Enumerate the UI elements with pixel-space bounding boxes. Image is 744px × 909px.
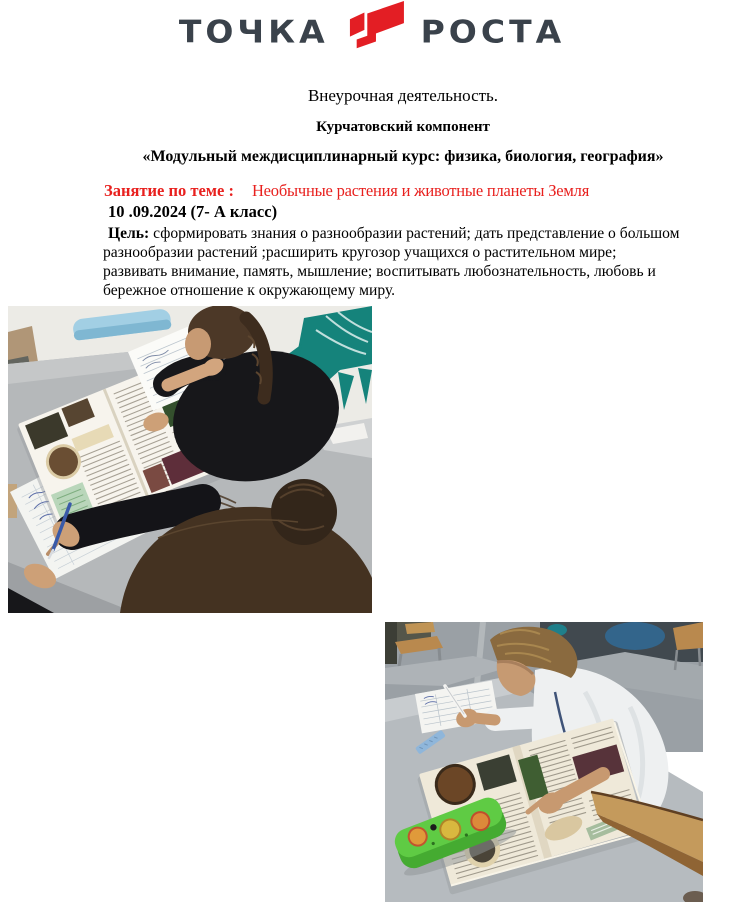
- goal-paragraph: [103, 224, 683, 300]
- logo-word-right: РОСТА: [420, 12, 566, 50]
- tochka-rosta-logo: [0, 2, 744, 60]
- goal-label: Цель:: [108, 225, 150, 242]
- lesson-topic-line: [104, 181, 589, 201]
- date-class-line: 10 .09.2024 (7- А класс): [108, 202, 278, 221]
- photo-boy-reading: [385, 622, 703, 902]
- logo-flag-icon: [343, 0, 407, 54]
- goal-text: сформировать знания о разнообразии растений; дать представление о большом разнообразии растений ;расширить кругозор учащихся о растительном мире; развивать внимание, память, мышление; воспитывать любознательность, любовь и бережное отношение к окружающему миру.: [103, 225, 680, 299]
- photo-girls-writing: [8, 306, 372, 613]
- heading-component: Курчатовский компонент: [316, 119, 490, 135]
- heading-activity: Внеурочная деятельность.: [307, 86, 499, 105]
- heading-course: «Модульный междисциплинарный курс: физика, биология, география»: [142, 148, 664, 165]
- lesson-label: Занятие по теме :: [104, 181, 234, 200]
- lesson-topic: Необычные растения и животные планеты Земля: [251, 181, 590, 200]
- logo-word-left: ТОЧКА: [178, 12, 329, 50]
